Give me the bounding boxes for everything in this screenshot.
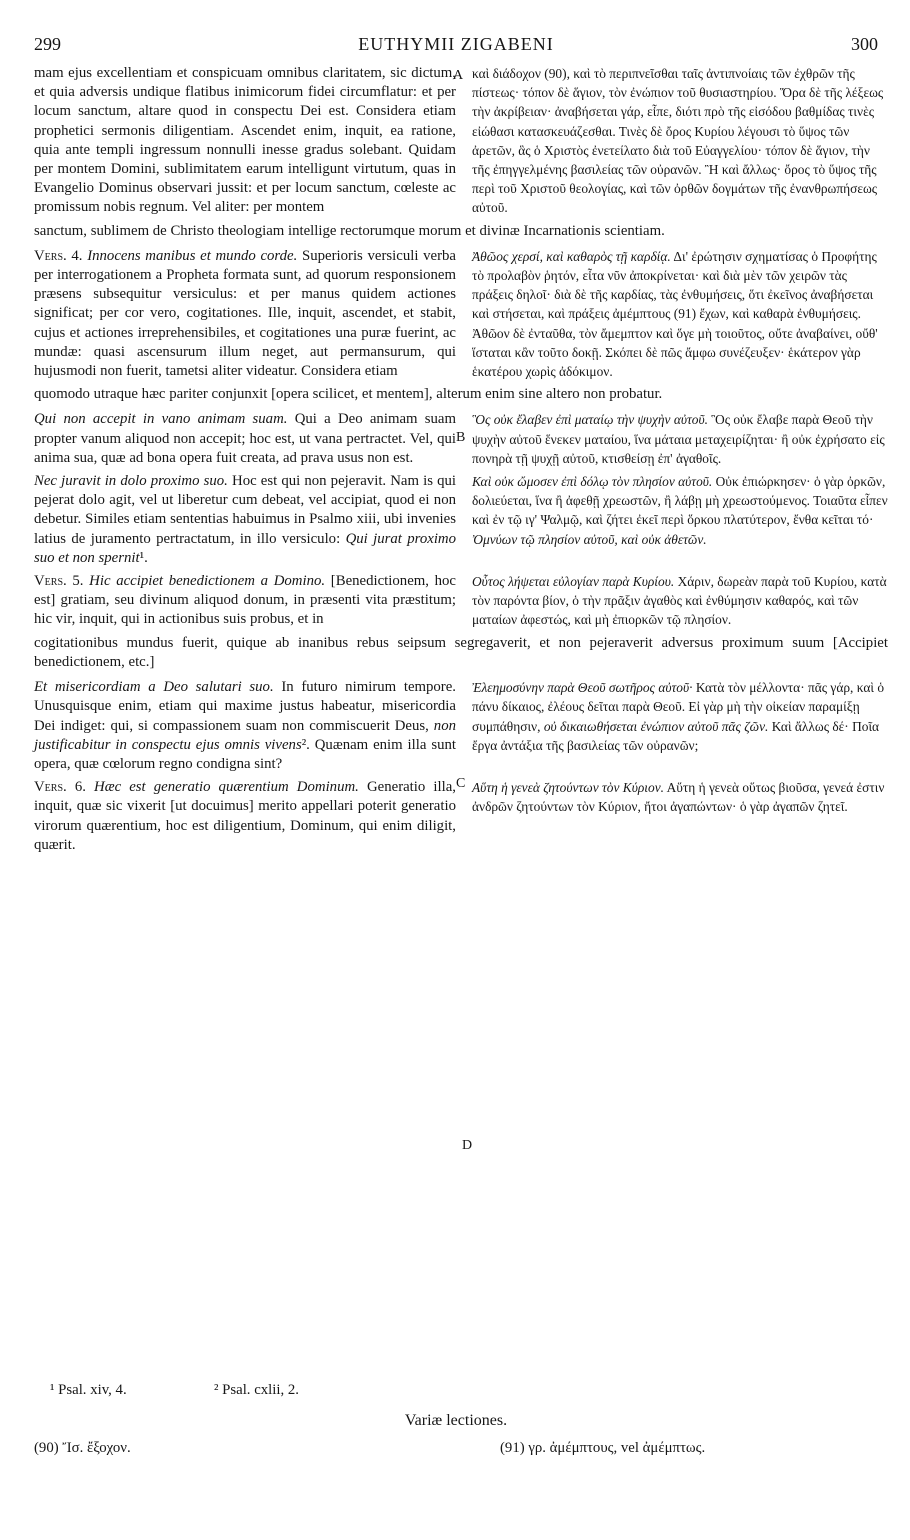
latin-commentary: Generatio illa, inquit, quæ sic vixerit [ut docuimus] merito appellari poterit generatio virorum quærentium, hoc est diligentium, Dominum, qui enim diligit, quærit. bbox=[34, 779, 456, 853]
latin-paragraph bbox=[34, 572, 456, 630]
variant-reading-90: (90) Ἴσ. ἔξοχον. bbox=[34, 1440, 131, 1456]
latin-paragraph bbox=[34, 678, 456, 774]
latin-commentary-tail: Quænam enim illa sunt opera, quæ cœlorum regno condigna sint? bbox=[34, 736, 456, 772]
latin-paragraph bbox=[34, 472, 456, 568]
latin-lemma: Et misericordiam a Deo salutari suo. bbox=[34, 679, 274, 696]
latin-commentary: In futuro nimirum tempore. Unusquisque enim, etiam qui maxime justus habeatur, misericordia Dei indiget: qui, si compassionem suam non commiscuerit Deus, bbox=[34, 679, 457, 734]
greek-paragraph bbox=[472, 410, 888, 468]
latin-lemma: Innocens manibus et mundo corde. bbox=[87, 247, 298, 264]
greek-commentary: Ὃς οὐκ ἔλαβε παρὰ Θεοῦ τὴν ψυχὴν αὐτοῦ ἕνεκεν ματαίου, ἵνα μάταια μεταχειρίζηται· ἢ οὐκ ἐχρήσατο εἰς πονηρὰ τῇ ψυχῇ αὐτοῦ, κτισθείσῃ ἐπ' ἀγαθοῖς. bbox=[472, 412, 885, 466]
latin-lemma: Hic accipiet benedictionem a Domino. bbox=[89, 573, 326, 590]
column-marker-a: A bbox=[453, 68, 464, 83]
greek-commentary: Δι' ἐρώτησιν σχηματίσας ὁ Προφήτης τὸ προλαβὸν ῥητόν, εἶτα νῦν ἀποκρίνεται· καὶ διὰ μὲν τῶν χειρῶν τὰς πράξεις δηλοῖ· διὰ δὲ τῆς καρδίας, τὰς ἐνθυμήσεις, ὅτι ἐκεῖνος ἀναβήσεται καὶ στήσεται, καὶ πράξεις ἀμέμπτους (91) ἔχων, καὶ καθαρὰ ἐνθυμήσεις. Ἀθῶον δὲ ἐνταῦθα, τὸν ἄμεμπτον καὶ ὅγε μὴ τοιοῦτος, οὔτε ἀναβαίνει, οὔθ' ἵσταται κἂν τοῦτο δοκῇ. Σκόπει δὲ πῶς ἄμφω συνέζευξεν· ἑκάτερον γὰρ ἑκατέρου χωρὶς ἀδόκιμον. bbox=[472, 248, 878, 380]
latin-paragraph: mam ejus excellentiam et conspicuam omnibus claritatem, sic dictum, et quia adversis undique flatibus inimicorum fidei circumflatur: et per locum sanctum, altare quod in conspectu Dei est. Considera etiam prophetici sermonis diligentiam. Ascendet enim, inquit, ea ratione, quia ante templi ingressum nonnulli inesse gradus solebant. Quidam per montem Domini, sublimitatem earum intelligunt virtutum, quas in Evangelio Dominus observari jussit: et per locum sanctum, cœleste ac promissum nobis regnum. Vel aliter: per montem bbox=[34, 65, 456, 216]
greek-commentary: Αὕτη ἡ γενεὰ οὕτως βιοῦσα, γενεά ἐστιν ἀνδρῶν ζητούντων τὸν Κύριον, ἤτοι ἀγαπώντων· ὁ γὰρ ἀγαπῶν ζητεῖ. bbox=[472, 780, 885, 815]
footnote-1: ¹ Psal. xiv, 4. bbox=[50, 1382, 127, 1398]
greek-lemma: Αὕτη ἡ γενεὰ ζητούντων τὸν Κύριον. bbox=[472, 780, 664, 796]
latin-commentary: Hoc est qui non pejeravit. Nam is qui pejerat dolo agit, vel ut liberetur cum debeat, vel accipiat, quod ei non debetur. Similes etiam sententias habuimus in Psalmo xiii, ubi invenies latius de juramento pertractatum, in illo versiculo: bbox=[34, 473, 457, 547]
column-marker-d: D bbox=[462, 1138, 473, 1153]
greek-lemma: Ἀθῶος χερσί, καὶ καθαρὸς τῇ καρδίᾳ. bbox=[472, 248, 671, 264]
greek-commentary: Οὐκ ἐπιώρκησεν· ὁ γὰρ ὀρκῶν, δολιεύεται, ἵνα ἢ ἀφεθῇ χρεωστῶν, ἢ λάβῃ μὴ χρεωστούμενος. Τοιαῦτα εἶπεν καὶ ἐν τῷ ιγ' Ψαλμῷ, καὶ ζήτει ἐκεῖ περὶ ὅρκου πλατύτερον, ἔνθα κεῖται τό· bbox=[472, 474, 888, 528]
greek-paragraph bbox=[472, 247, 888, 381]
greek-paragraph bbox=[472, 572, 888, 630]
latin-full-width-line: quomodo utraque hæc pariter conjunxit [opera scilicet, et mentem], alterum enim sine altero non probatur. bbox=[34, 386, 663, 403]
greek-paragraph bbox=[472, 678, 888, 755]
variae-lectiones-heading: Variæ lectiones. bbox=[404, 1412, 508, 1429]
latin-citation: Qui jurat proximo suo et non spernit bbox=[34, 530, 457, 566]
verse-label: Vers. 6. bbox=[34, 779, 86, 796]
column-marker-b: B bbox=[456, 430, 466, 445]
latin-full-width-line: sanctum, sublimem de Christo theologiam intellige rectorumque morum et divinæ Incarnationis scientiam. bbox=[34, 222, 665, 239]
greek-commentary-tail: Καὶ ἄλλως δέ· Ποῖα ἔργα ἀντάξια τῆς βασιλείας τῶν οὐρανῶν; bbox=[472, 718, 880, 753]
running-title: EUTHYMII ZIGABENI bbox=[358, 34, 554, 54]
latin-commentary: Qui a Deo animam suam propter vanum aliquod non accepit; hoc est, ut vana pertractet. Vel, qui anima sua, quæ ad bona opera fuit creata, ad prava usus non est. bbox=[34, 411, 457, 466]
greek-lemma: Ἐλεημοσύνην παρὰ Θεοῦ σωτῆρος αὐτοῦ· bbox=[472, 680, 693, 696]
variant-reading-91: (91) γρ. ἀμέμπτους, vel ἀμέμπτως. bbox=[500, 1440, 706, 1456]
greek-paragraph: καὶ διάδοχον (90), καὶ τὸ περιπνεῖσθαι ταῖς ἀντιπνοίαις τῶν ἐχθρῶν τῆς πίστεως· τόπον δὲ ἅγιον, τὸν ἐνώπιον τοῦ θυσιαστηρίου. Ὅρα δὲ τῆς λέξεως τὴν ἀκρίβειαν· ἀναβήσεται γάρ, εἶπε, διότι πρὸ τῆς εἰσόδου βαθμίδας τινὲς εἰώθασι κατασκευάζεσθαι. Τινὲς δὲ ὄρος Κυρίου λέγουσι τὸ ὕψος τῶν ἀρετῶν, ἃς ὁ Χριστὸς ἐνετείλατο διὰ τοῦ Εὐαγγελίου· τόπον δὲ ἅγιον, τὴν τῆς ἐπηγγελμένης βασιλείας τῶν οὐρανῶν. Ἢ καὶ ἄλλως· ὄρος τὸ ὕψος τῆς περὶ τοῦ Χριστοῦ θεολογίας, καὶ τῶν ὀρθῶν δογμάτων τῆς ἐνανθρωπήσεως αὐτοῦ. bbox=[472, 66, 884, 216]
latin-commentary: Superioris versiculi verba per interrogationem a Propheta formata sunt, ad quorum responsionem præsens subsequitur versiculus: et per manus quidem actiones significat; per cor vero, cogitationes. Ille, inquit, ascendet, et stabit, cujus et actiones irreprehensibiles, et cogitationes una puræ fuerint, ac mundæ: quasi ascensurum illum neget, aut permansurum, qui hujusmodi non fuerit, tametsi aliter videatur. Considera etiam bbox=[34, 247, 456, 380]
latin-lemma: Hæc est generatio quærentium Dominum. bbox=[94, 779, 359, 796]
greek-commentary: Χάριν, δωρεὰν παρὰ τοῦ Κυρίου, κατὰ τὸν παρόντα βίον, ὁ τὴν πρᾶξιν ἀγαθὸς καὶ ἐνθύμησιν καθαρός, καὶ τῶν ματαίων ἀφεστώς, καὶ μὴ ἐπιορκῶν τῷ πλησίον. bbox=[472, 574, 887, 628]
footnote-mark: ¹. bbox=[139, 549, 148, 566]
footnote-mark: ². bbox=[301, 736, 310, 753]
greek-citation: Ὀμνύων τῷ πλησίον αὐτοῦ, καὶ οὐκ ἀθετῶν. bbox=[472, 531, 707, 547]
greek-paragraph bbox=[472, 778, 888, 816]
paragraph-row-misericordia bbox=[34, 678, 888, 774]
latin-citation: non justificabitur in conspectu ejus omnis vivens bbox=[34, 717, 456, 753]
footnote-2: ² Psal. cxlii, 2. bbox=[214, 1382, 299, 1398]
verse-label: Vers. 4. bbox=[34, 247, 83, 264]
page-number-left: 299 bbox=[34, 34, 61, 54]
paragraph-row-vers4 bbox=[34, 247, 888, 381]
greek-lemma: Οὗτος λήψεται εὐλογίαν παρὰ Κυρίου. bbox=[472, 574, 675, 590]
greek-lemma: Ὃς οὐκ ἔλαβεν ἐπὶ ματαίῳ τὴν ψυχὴν αὐτοῦ. bbox=[472, 412, 708, 428]
latin-lemma: Qui non accepit in vano animam suam. bbox=[34, 411, 288, 428]
greek-citation: οὐ δικαιωθήσεται ἐνώπιον αὐτοῦ πᾶς ζῶν. bbox=[543, 718, 769, 734]
verse-label: Vers. 5. bbox=[34, 573, 84, 590]
greek-lemma: Καὶ οὐκ ὤμοσεν ἐπὶ δόλῳ τὸν πλησίον αὐτοῦ. bbox=[472, 474, 713, 490]
latin-lemma: Nec juravit in dolo proximo suo. bbox=[34, 473, 228, 490]
latin-paragraph bbox=[34, 778, 456, 855]
page-number-right: 300 bbox=[851, 34, 878, 54]
latin-paragraph bbox=[34, 410, 456, 468]
two-column-text bbox=[34, 64, 888, 859]
latin-paragraph bbox=[34, 247, 456, 381]
latin-commentary: [Benedictionem, hoc est] gratiam, seu divinum aliquod donum, in præsenti vita præstitum; hic vir, inquit, qui in actionibus suis probus, et in bbox=[34, 573, 456, 628]
column-marker-c: C bbox=[456, 776, 466, 791]
greek-commentary: Κατὰ τὸν μέλλοντα· πᾶς γάρ, καὶ ὁ πάνυ δίκαιος, ἐλέους δεῖται παρὰ Θεοῦ. Εἰ γὰρ μὴ τὴν οἰκείαν παραμίξῃ συμπάθησιν, bbox=[472, 680, 885, 734]
paragraph-row-1 bbox=[34, 64, 888, 218]
greek-paragraph bbox=[472, 472, 888, 549]
page-header bbox=[34, 34, 878, 58]
paragraph-row-juravit bbox=[34, 472, 888, 568]
latin-full-width-line: cogitationibus mundus fuerit, quique ab inanibus rebus seipsum segregaverit, et non pejeraverit adversus proximum suum [Accipiet benedictionem, etc.] bbox=[34, 634, 888, 670]
paragraph-row-vers5 bbox=[34, 572, 888, 630]
